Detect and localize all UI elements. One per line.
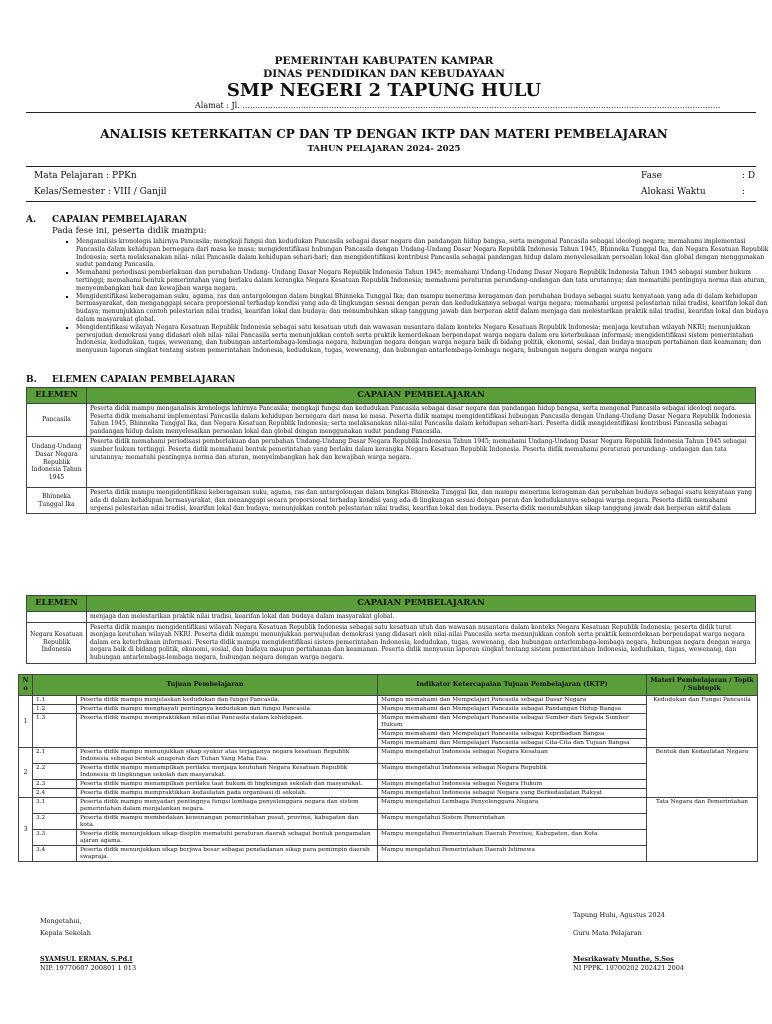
meta-rule-bottom (26, 201, 756, 202)
group-number: 2 (19, 748, 33, 798)
section-a-title: CAPAIAN PEMBELAJARAN (52, 215, 188, 225)
tp-code: 2.2 (33, 764, 77, 780)
tp-code: 3.3 (33, 830, 77, 846)
material-topic: Kedudukan dan Fungsi Pancasila (647, 696, 758, 748)
tp-code: 1.2 (33, 705, 77, 714)
table-row (19, 748, 758, 764)
tp-code: 3.1 (33, 798, 77, 814)
cp-list-item: ▪ Menganalisis kronologis lahirnya Pancasila; mengkaji fungsi dan kedudukan Pancasila sebagai dasar negara dan pandangan hidup bangsa, serta mengenal Pancasila sebagai ideologi negara; memahami implementasi Pancasila dalam kehidupan bernegara dari masa ke masa; mengidentifikasi hubungan Pancasila dengan Undang-Undang Dasar Negara Republik Indonesia Tahun 1945, Bhinneka Tunggal Ika, dan Negara Kesatuan Republik Indonesia; serta melaksanakan nilai- nilai Pancasila dalam kehidupan sehari-hari; dan mengidentifikasi kontribusi Pancasila sebagai pandangan hidup dalam menyelesaikan persoalan lokal dan global dengan menggunakan sudut pandang Pancasila. (76, 238, 772, 269)
cp-cell: Peserta didik mampu mengidentifikasi keberagaman suku, agama, ras dan antargolongan dalam bingkai Bhinneka Tunggal Ika, dan mampu menerima keragaman dan perubahan budaya sebagai suatu kenyataan yang ada di dalam kehidupan bermasyarakat, dan menanggapi secara proporsional terhadap kondisi yang ada di lingkungan sesuai dengan peran dan kedudukannya sebagai warga negara. Peserta didik memahami urgensi pelestarian nilai tradisi, kearifan lokal dan budaya; menunjukkan contoh pelestarian nilai tradisi, kearifan lokal dan budaya. Peserta didik menumbuhkan sikap tanggung jawab dan berperan aktif dalam (87, 488, 756, 514)
table-row (19, 798, 758, 814)
column-header-cp: CAPAIAN PEMBELAJARAN (87, 596, 756, 612)
cp-element-table (26, 387, 756, 514)
letterhead-address: Alamat : Jl. ............................................................................................................................................................................................ (195, 101, 721, 110)
tp-text: Peserta didik mampu menunjukkan sikap syukur atas terjaganya negara kesatuan Republik Indonesia sebagai bentuk anugerah dari Tuhan Yang Maha Esa. (77, 748, 378, 764)
column-header-element: ELEMEN (27, 388, 87, 404)
section-a-marker: A. (26, 215, 37, 225)
element-cell: Negara Kesatuan Republik Indonesia (27, 622, 87, 663)
iktp-text: Mampu mengetahui Indonesia sebagai Negara Republik (378, 764, 647, 780)
tp-text: Peserta didik mampu menghayati pentingnya kedudukan dan fungsi Pancasila. (77, 705, 378, 714)
meta-class-semester: Kelas/Semester : VIII / Ganjil (34, 187, 167, 197)
signature-right-nip: NI PPPK. 19700202 202421 2004 (573, 964, 685, 972)
iktp-text: Mampu memahami dan Mempelajari Pancasila sebagai Sumber dari Segala Sumber Hukum (378, 714, 647, 730)
tp-text: Peserta didik mampu mempraktikkan nilai-nilai Pancasila dalam kehidupan. (77, 714, 378, 748)
column-header-iktp: Indikator Ketercapaian Tujuan Pembelajaran (IKTP) (378, 675, 647, 696)
element-cell: Bhinneka Tunggal Ika (27, 488, 87, 514)
table-row (27, 404, 756, 437)
table-row (27, 437, 756, 488)
iktp-text: Mampu mengetahui Lembaga Penyelenggara Negara (378, 798, 647, 814)
iktp-text: Mampu mengetahui Pemerintahan Daerah Provinsi, Kabupaten, dan Kota (378, 830, 647, 846)
group-number: 3 (19, 798, 33, 862)
meta-phase-label: Fase (641, 171, 662, 181)
table-row (27, 612, 756, 623)
iktp-text: Mampu memahami dan Mempelajari Pancasila sebagai Dasar Negara (378, 696, 647, 705)
iktp-text: Mampu mengetahui Sistem Pemerintahan (378, 814, 647, 830)
element-cell: Pancasila (27, 404, 87, 437)
element-cell: Undang-Undang Dasar Negara Republik Indonesia Tahun 1945 (27, 437, 87, 488)
document-title: ANALISIS KETERKAITAN CP DAN TP DENGAN IKTP DAN MATERI PEMBELAJARAN (100, 127, 668, 141)
column-header-cp: CAPAIAN PEMBELAJARAN (87, 388, 756, 404)
tp-code: 1.3 (33, 714, 77, 748)
section-b-title: ELEMEN CAPAIAN PEMBELAJARAN (52, 375, 236, 385)
tp-text: Peserta didik menunjukkan sikap disiplin mematuhi peraturan daerah sebagai bentuk pengamalan ajaran agama. (77, 830, 378, 846)
meta-time-value: : (742, 187, 746, 197)
table-row (19, 696, 758, 705)
column-header-no: N o (19, 675, 33, 696)
table-row (27, 622, 756, 663)
tp-code: 1.1 (33, 696, 77, 705)
column-header-tp: Tujuan Pembelajaran (33, 675, 378, 696)
tp-text: Peserta didik mampu menjelaskan kedudukan dan fungsi Pancasila. (77, 696, 378, 705)
section-b-marker: B. (26, 375, 37, 385)
cp-cell: Peserta didik memahami periodisasi pemberlakuan dan perubahan Undang-Undang Dasar Negara Republik Indonesia Tahun 1945; memahami Undang-Undang Dasar Negara Republik Indonesia Tahun 1945 sebagai sumber hukum tertinggi. Peserta didik memahami bentuk pemerintahan yang berlaku dalam kerangka Negara Kesatuan Republik Indonesia. Peserta didik memahami peraturan perundang- undangan dan tata urutannya; mematuhi pentingnya norma dan aturan, menyeimbangkan hak dan kewajiban warga negara. (87, 437, 756, 488)
meta-phase-value: : D (742, 171, 756, 181)
tp-code: 2.3 (33, 780, 77, 789)
signature-right-place-date: Tapung Hulu, Agustus 2024 (573, 911, 665, 919)
tp-text: Peserta didik mampu menampilkan perilaku menjaga keutuhan Negara Kesatuan Republik Indonesia di lingkungan sekolah dan masyarakat. (77, 764, 378, 780)
signature-left-acknowledge: Mengetahui, (40, 917, 82, 925)
signature-left-role: Kepala Sekolah (40, 929, 91, 937)
tp-code: 2.1 (33, 748, 77, 764)
tp-text: Peserta didik menunjukkan sikap berjiwa besar sebagai peneladanan sikap para pemimpin daerah swapraja. (77, 846, 378, 862)
letterhead-school: SMP NEGERI 2 TAPUNG HULU (226, 80, 542, 101)
material-topic: Tata Negara dan Pemerintahan (647, 798, 758, 862)
element-cell-empty (27, 612, 87, 623)
section-a-intro: Pada fese ini, peserta didik mampu: (52, 226, 207, 236)
group-number: 1 (19, 696, 33, 748)
column-header-material: Materi Pembelajaran / Topik / Subtopik (647, 675, 758, 696)
cp-cell: menjaga dan melestarikan praktik nilai tradisi, kearifan lokal dan budaya dalam masyarakat global. (87, 612, 756, 623)
cp-element-table-continued (26, 595, 756, 664)
signature-left-nip: NIP. 19770607 200801 1 013 (40, 964, 137, 972)
iktp-text: Mampu memahami dan Mempelajari Pancasila sebagai Pandangan Hidup Bangsa (378, 705, 647, 714)
cp-list-item: ▪ Mengidentifikasi wilayah Negara Kesatuan Republik Indonesia sebagai satu kesatuan utuh dan wawasan nusantara dalam konteks Negara Kesatuan Republik Indonesia; menjaga keutuhan wilayah NKRI; menunjukkan perwujudan demokrasi yang didasari oleh nilai- nilai Pancasila serta menunjukkan contoh serta praktik kemerdekaan berpendapat warga negara dalam era keterbukaan informasi; mengidentifikasi sistem pemerintahan Indonesia, kedudukan, tugas, wewenang, dan hubungan antarlembaga-lembaga negara, hubungan negara dengan warga negara baik di bidang politik, ekonomi, sosial, dan budaya maupun pertahanan dan keamanan; dan menyusun laporan singkat tentang sistem pemerintahan Indonesia, kedudukan, tugas, wewenang, dan hubungan antarlembaga-lembaga negara, hubungan negara dengan warga negara (76, 324, 772, 355)
letterhead-government: PEMERINTAH KABUPATEN KAMPAR (274, 55, 494, 67)
tp-code: 2.4 (33, 789, 77, 798)
document-subtitle: TAHUN PELAJARAN 2024- 2025 (307, 144, 461, 154)
letterhead-department: DINAS PENDIDIKAN DAN KEBUDAYAAN (263, 68, 505, 80)
tp-code: 3.4 (33, 846, 77, 862)
meta-time-label: Alokasi Waktu (641, 187, 706, 197)
table-row (27, 488, 756, 514)
column-header-element: ELEMEN (27, 596, 87, 612)
tp-text: Peserta didik mampu mempraktikkan kedaulatan pada organisasi di sekolah. (77, 789, 378, 798)
iktp-text: Mampu mengetahui Pemerintahan Daerah Istimewa (378, 846, 647, 862)
signature-right-role: Guru Mata Pelajaran (573, 929, 642, 937)
cp-cell: Peserta didik mampu menganalisis kronologis lahirnya Pancasila; mengkaji fungsi dan kedudukan Pancasila sebagai dasar negara dan pandangan hidup bangsa, serta mengenal Pancasila sebagai ideologi negara. Peserta didik memahami implementasi Pancasila dalam kehidupan bernegara dari masa ke masa. Peserta didik mampu mengidentifikasi hubungan Pancasila dengan Undang-Undang Dasar Negara Republik Indonesia Tahun 1945, Bhinneka Tunggal Ika, dan Negara Kesatuan Republik Indonesia; serta melaksanakan nilai-nilai Pancasila dalam kehidupan sehari-hari. Peserta didik mengidentifikasi kontribusi Pancasila sebagai pandangan hidup dalam menyelesaikan persoalan lokal dan global dengan menggunakan sudut pandang Pancasila. (87, 404, 756, 437)
iktp-text: Mampu memahami dan Mempelajari Pancasila sebagai Kepribadian Bangsa (378, 730, 647, 739)
cp-list-item: ▪ Memahami periodisasi pemberlakuan dan perubahan Undang- Undang Dasar Negara Republik Indonesia Tahun 1945; memahami Undang-Undang Dasar Negara Republik Indonesia Tahun 1945 sebagai sumber hukum tertinggi; memahami bentuk pemerintahan yang berlaku dalam kerangka Negara Kesatuan Republik Indonesia; memahami peraturan perundang-undangan dan tata urutannya; dan mematuhi pentingnya norma dan aturan, menyeimbangkan hak dan kewajiban warga negara. (76, 269, 772, 292)
cp-list-item: ▪ Mengidentifikasi keberagaman suku, agama, ras dan antargolongan dalam bingkai Bhinneka Tunggal Ika; dan mampu menerima keragaman dan perubahan budaya sebagai suatu kenyataan yang ada di dalam kehidupan bermasyarakat, dan menganggapi secara proporsional terhadap kondisi yang ada di lingkungan sesuai dengan peran dan kedudukannya sebagai warga negara; memahami urgensi pelestarian nilai tradisi, kearifan lokal dan budaya; menunjukkan contoh pelestarian nilai tradisi, kearifan lokal dan budaya; dan menumbuhkan sikap tanggung jawab dan berperan aktif dalam menjaga dan melestarikan praktik nilai tradisi, kearifan lokal dan budaya dalam masyarakat global. (76, 293, 772, 324)
signature-left-name: SYAMSUL ERMAN, S.Pd.I (40, 955, 133, 963)
tp-iktp-table (18, 674, 758, 862)
letterhead-rule (26, 112, 756, 113)
cp-cell: Peserta didik mampu mengidentifikasi wilayah Negara Kesatuan Republik Indonesia sebagai satu kesatuan utuh dan wawasan nusantara dalam konteks Negara Kesatuan Republik Indonesia; peserta didik turut menjaga keutuhan wilayah NKRI. Peserta didik mampu menunjukkan perwujudan demokrasi yang didasari oleh nilai-nilai Pancasila serta menunjukkan contoh serta praktik kemerdekaan berpendapat warga negara dalam era keterbukaan informasi. Peserta didik mampu mengidentifikasi sistem pemerintahan Indonesia, kedudukan, tugas, wewenang, dan hubungan antarlembaga-lembaga negara, hubungan negara dengan warga negara baik di bidang politik, ekonomi, sosial, dan budaya maupun pertahanan dan keamanan. Peserta didik menyusun laporan singkat tentang sistem pemerintahan Indonesia, kedudukan, tugas, wewenang, dan hubungan antarlembaga-lembaga negara, hubungan negara dengan warga negara. (87, 622, 756, 663)
tp-text: Peserta didik mampu menyadari pentingnya fungsi lembaga penyelenggara negara dan sistem pemerintahan dalam menjalankan negara. (77, 798, 378, 814)
material-topic: Bentuk dan Kedaulatan Negara (647, 748, 758, 798)
iktp-text: Mampu mengetahui Indonesia sebagai Negara Kesatuan (378, 748, 647, 764)
cp-list (60, 238, 772, 355)
iktp-text: Mampu memahami dan Mempelajari Pancasila sebagai Cita-Cita dan Tujuan Bangsa (378, 739, 647, 748)
tp-code: 3.2 (33, 814, 77, 830)
signature-right-name: Mesrikawaty Munthe, S.Sos (573, 955, 674, 963)
tp-text: Peserta didik mampu menampilkan perilaku taat hukum di lingkungan sekolah dan masyarakat. (77, 780, 378, 789)
iktp-text: Mampu mengetahui Indonesia sebagai Negara Hukum (378, 780, 647, 789)
tp-text: Peserta didik mampu membedakan kewenangan pemerintahan pusat, provinsi, kabupaten dan kota. (77, 814, 378, 830)
meta-rule-top (26, 166, 756, 167)
meta-subject: Mata Pelajaran : PPKn (34, 171, 137, 181)
iktp-text: Mampu mengetahui Indonesia sebagai Negara yang Berkedaulatan Rakyat (378, 789, 647, 798)
